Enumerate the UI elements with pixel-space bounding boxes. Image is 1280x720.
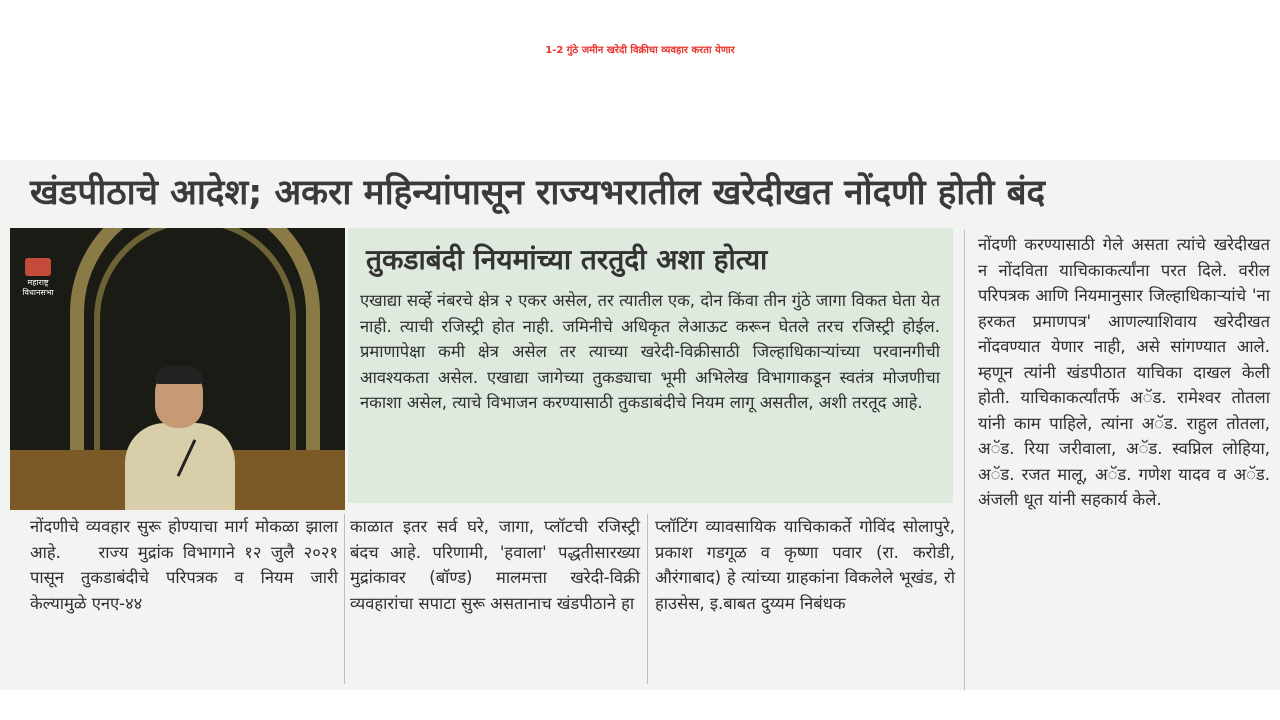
provisions-box-title: तुकडाबंदी नियमांच्या तरतुदी अशा होत्या xyxy=(366,243,768,276)
right-column-text: नोंदणी करण्यासाठी गेले असता त्यांचे खरेदीखत न नोंदविता याचिकाकर्त्यांना परत दिले. वरील परिपत्रक आणि नियमानुसार जिल्हाधिकाऱ्यांचे 'ना हरकत प्रमाणपत्र' आणल्याशिवाय खरेदीखत नोंदवण्यात येणार नाही, असे सांगण्यात आले. म्हणून त्यांनी खंडपीठात याचिका दाखल केली होती. याचिकाकर्त्यांतर्फे अॅड. रामेश्वर तोतला यांनी काम पाहिले, त्यांना अॅड. राहुल तोतला, अॅड. रिया जरीवाला, अॅड. स्वप्निल लोहिया, अॅड. रजत मालू, अॅड. गणेश यादव व अॅड. अंजली धूत यांनी सहकार्य केले. xyxy=(978,235,1270,509)
speaker-hair xyxy=(155,366,203,384)
headline: 1-2 गुंठे जमीन खरेदी विक्रीचा व्यवहार करता येणार xyxy=(545,45,735,56)
assembly-logo-icon xyxy=(25,258,51,276)
column-divider xyxy=(647,514,648,684)
assembly-logo-text: महाराष्ट्र विधानसभा xyxy=(22,278,54,297)
newspaper-clipping xyxy=(0,160,1280,690)
assembly-logo xyxy=(18,258,58,298)
column-3-text: प्लॉटिंग व्यावसायिक याचिकाकर्ते गोविंद सोलापुरे, प्रकाश गडगूळ व कृष्णा पवार (रा. करोडी, औरंगाबाद) हे त्यांच्या ग्राहकांना विकलेले भूखंड, रो हाउसेस, इ.बाबत दुय्यम निबंधक xyxy=(655,517,955,613)
column-divider xyxy=(344,514,345,684)
column-2-text: काळात इतर सर्व घरे, जागा, प्लॉटची रजिस्ट्री बंदच आहे. परिणामी, 'हवाला' पद्धतीसारख्या मुद्रांकावर (बॉण्ड) मालमत्ता खरेदी-विक्री व्यवहारांचा सपाटा सुरू असतानाच खंडपीठाने हा xyxy=(350,517,640,613)
provisions-box-text: एखाद्या सर्व्हे नंबरचे क्षेत्र २ एकर असेल, तर त्यातील एक, दोन किंवा तीन गुंठे जागा विकत घेता येत नाही. त्याची रजिस्ट्री होत नाही. जमिनीचे अधिकृत लेआऊट करून घेतले तरच रजिस्ट्री होईल. प्रमाणापेक्षा कमी क्षेत्र असेल तर त्याच्या खरेदी-विक्रीसाठी जिल्हाधिकाऱ्यांच्या परवानगीची आवश्यकता असेल. एखाद्या जागेच्या तुकड्याचा भूमी अभिलेख विभागाकडून स्वतंत्र मोजणीचा नकाशा असेल, त्याचे विभाजन करण्यासाठी तुकडाबंदीचे नियम लागू असतील, अशी तरतूद आहे. xyxy=(360,291,940,412)
provisions-box xyxy=(348,228,953,503)
column-1-text: नोंदणीचे व्यवहार सुरू होण्याचा मार्ग मोकळा झाला आहे. राज्य मुद्रांक विभागाने १२ जुलै २०२१ पासून तुकडाबंदीचे परिपत्रक व नियम जारी केल्यामुळे एनए-४४ xyxy=(30,517,338,613)
subheadline: खंडपीठाचे आदेश; अकरा महिन्यांपासून राज्यभरातील खरेदीखत नोंदणी होती बंद xyxy=(30,173,1046,213)
column-divider xyxy=(964,230,965,690)
assembly-photo xyxy=(10,228,345,510)
